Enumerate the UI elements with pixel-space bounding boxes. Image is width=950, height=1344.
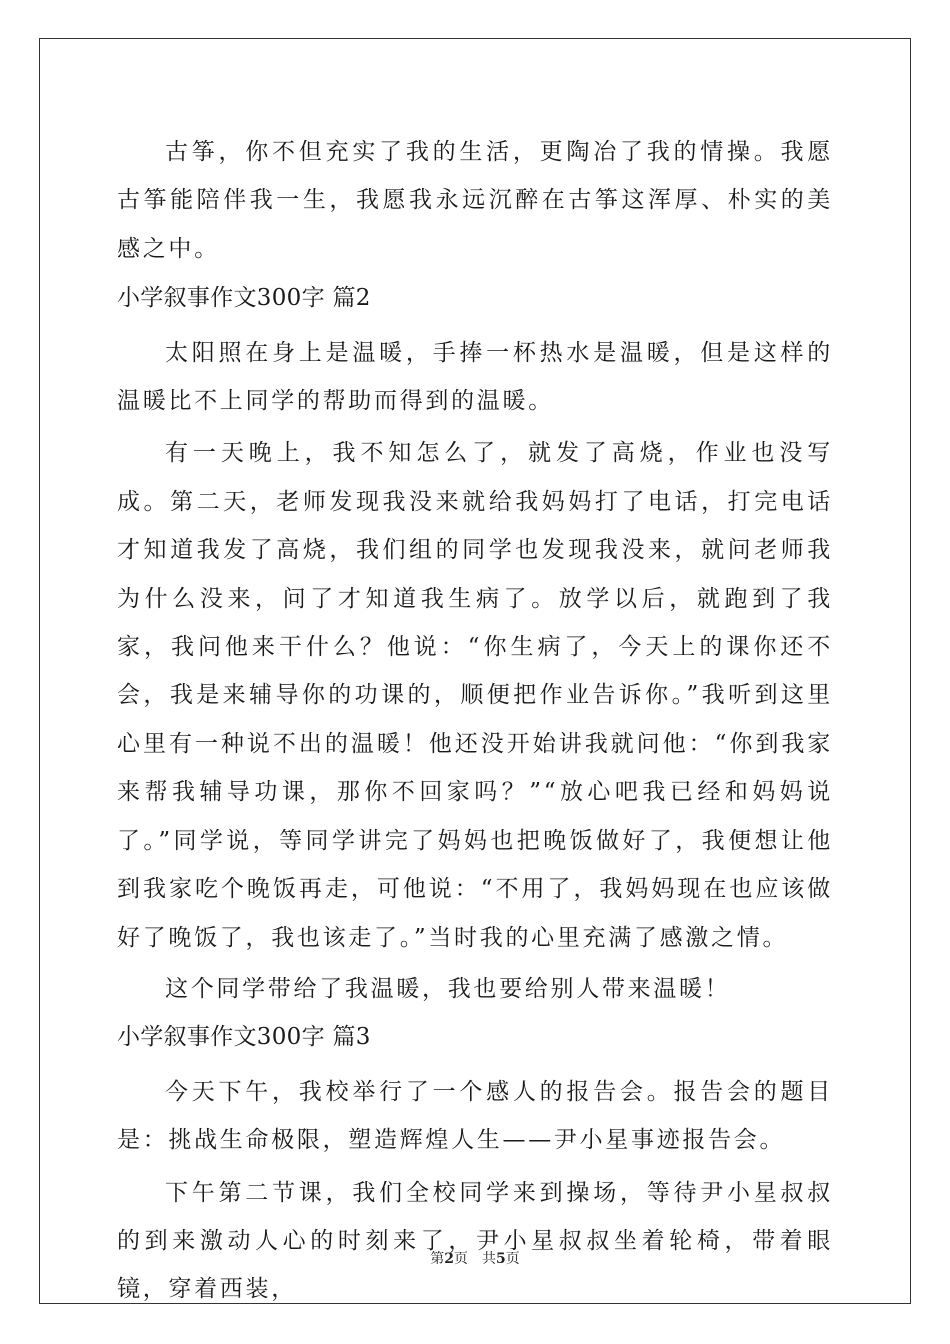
- paragraph: 今天下午，我校举行了一个感人的报告会。报告会的题目是：挑战生命极限，塑造辉煌人生——尹小星事迹报告会。: [117, 1078, 833, 1154]
- paragraph: 太阳照在身上是温暖，手捧一杯热水是温暖，但是这样的温暖比不上同学的帮助而得到的温暖。: [117, 339, 833, 415]
- paragraph: 这个同学带给了我温暖，我也要给别人带来温暖！: [165, 975, 731, 1002]
- page-number: 2: [444, 1251, 454, 1267]
- total-label-suffix: 页: [505, 1251, 520, 1267]
- total-label-prefix: 共: [482, 1251, 496, 1267]
- page-label-prefix: 第: [430, 1251, 445, 1267]
- page-label-suffix: 页: [454, 1251, 468, 1267]
- paragraph: 下午第二节课，我们全校同学来到操场，等待尹小星叔叔的到来激动人心的时刻来了，尹小星叔叔坐着轮椅，带着眼镜，穿着西装，: [117, 1179, 833, 1303]
- document-body: [117, 128, 833, 1314]
- total-pages: 5: [496, 1251, 506, 1267]
- page-footer: [0, 1248, 950, 1268]
- section-heading: 小学叙事作文300字 篇3: [117, 1024, 371, 1051]
- section-heading: 小学叙事作文300字 篇2: [117, 285, 371, 312]
- paragraph: 古筝，你不但充实了我的生活，更陶冶了我的情操。我愿古筝能陪伴我一生，我愿我永远沉醉在古筝这浑厚、朴实的美感之中。: [117, 139, 833, 262]
- paragraph: 有一天晚上，我不知怎么了，就发了高烧，作业也没写成。第二天，老师发现我没来就给我妈妈打了电话，打完电话才知道我发了高烧，我们组的同学也发现我没来，就问老师我为什么没来，问了才知道我生病了。放学以后，就跑到了我家，我问他来干什么？他说：“你生病了，今天上的课你还不会，我是来辅导你的功课的，顺便把作业告诉你。”我听到这里心里有一种说不出的温暖！他还没开始讲我就问他：“你到我家来帮我辅导功课，那你不回家吗？”“放心吧我已经和妈妈说了。”同学说，等同学讲完了妈妈也把晚饭做好了，我便想让他到我家吃个晚饭再走，可他说：“不用了，我妈妈现在也应该做好了晚饭了，我也该走了。”当时我的心里充满了感激之情。: [117, 440, 833, 951]
